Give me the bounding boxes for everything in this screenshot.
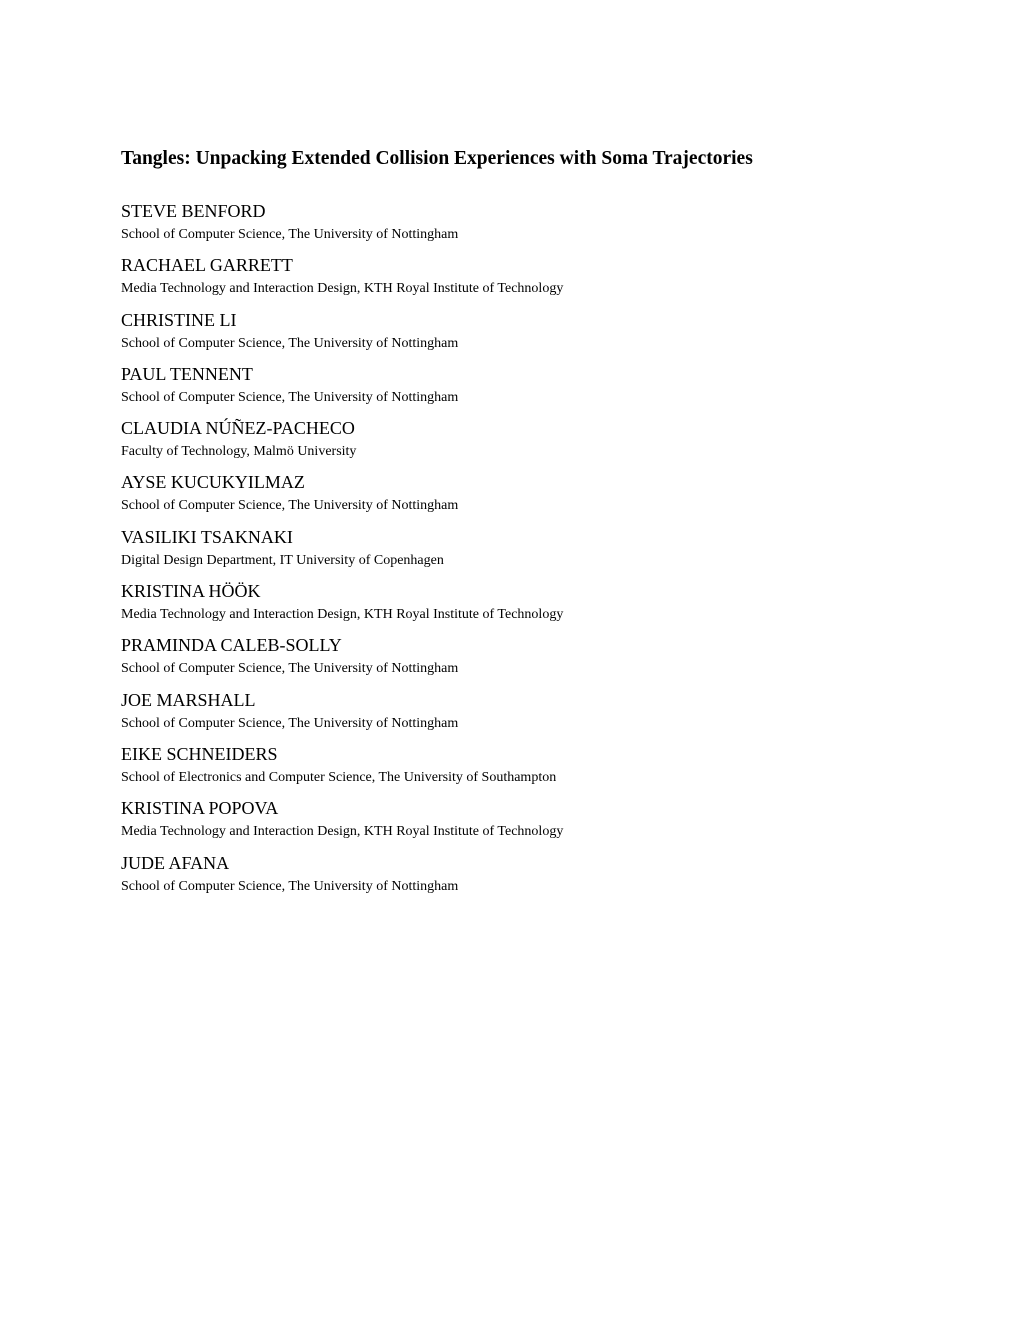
author-affiliation: School of Computer Science, The University of Nottingham	[121, 715, 459, 731]
author-entry	[121, 634, 563, 688]
author-entry	[121, 471, 563, 525]
author-affiliation: School of Computer Science, The University of Nottingham	[121, 335, 459, 351]
author-entry	[121, 200, 563, 254]
author-affiliation: Media Technology and Interaction Design, KTH Royal Institute of Technology	[121, 607, 564, 623]
author-affiliation: Digital Design Department, IT University of Copenhagen	[121, 552, 444, 568]
author-name: CHRISTINE LI	[121, 309, 237, 330]
paper-title: Tangles: Unpacking Extended Collision Experiences with Soma Trajectories	[121, 148, 753, 169]
author-entry	[121, 309, 563, 363]
author-entry	[121, 254, 563, 308]
author-affiliation: Media Technology and Interaction Design, KTH Royal Institute of Technology	[121, 824, 564, 840]
author-affiliation: Media Technology and Interaction Design, KTH Royal Institute of Technology	[121, 281, 564, 297]
author-affiliation: School of Computer Science, The University of Nottingham	[121, 389, 459, 405]
author-affiliation: School of Electronics and Computer Science, The University of Southampton	[121, 769, 557, 785]
author-name: VASILIKI TSAKNAKI	[121, 526, 293, 547]
author-name: PAUL TENNENT	[121, 363, 253, 384]
author-entry	[121, 363, 563, 417]
author-entry	[121, 526, 563, 580]
author-entry	[121, 797, 563, 851]
author-name: KRISTINA POPOVA	[121, 798, 279, 819]
author-entry	[121, 743, 563, 797]
author-affiliation: School of Computer Science, The University of Nottingham	[121, 227, 459, 242]
author-entry	[121, 689, 563, 743]
author-affiliation: School of Computer Science, The University of Nottingham	[121, 661, 459, 677]
author-name: EIKE SCHNEIDERS	[121, 743, 278, 764]
author-entry	[121, 417, 563, 471]
author-name: STEVE BENFORD	[121, 201, 266, 221]
author-entry	[121, 852, 563, 906]
author-name: JOE MARSHALL	[121, 689, 256, 710]
author-name: AYSE KUCUKYILMAZ	[121, 472, 305, 493]
author-name: CLAUDIA NÚÑEZ-PACHECO	[121, 418, 355, 439]
author-list	[121, 200, 563, 906]
author-affiliation: Faculty of Technology, Malmö University	[121, 444, 357, 460]
author-name: KRISTINA HÖÖK	[121, 581, 261, 602]
author-entry	[121, 580, 563, 634]
author-affiliation: School of Computer Science, The University of Nottingham	[121, 878, 459, 894]
author-name: RACHAEL GARRETT	[121, 255, 293, 276]
author-affiliation: School of Computer Science, The University of Nottingham	[121, 498, 459, 514]
author-name: JUDE AFANA	[121, 852, 230, 873]
author-name: PRAMINDA CALEB-SOLLY	[121, 635, 342, 656]
